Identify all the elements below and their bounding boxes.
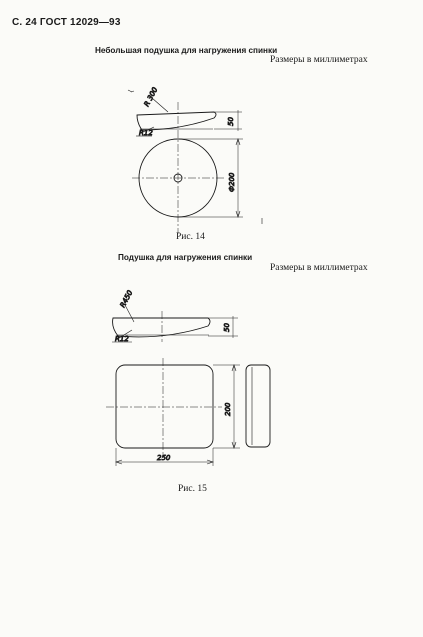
fig15-label-r450: R450 — [118, 289, 135, 309]
fig14-label-height: 50 — [227, 117, 235, 126]
fig15-label-r12: R12 — [115, 335, 129, 343]
page-header: С. 24 ГОСТ 12029—93 — [12, 17, 121, 28]
figure15-caption: Рис. 15 — [178, 484, 207, 494]
fig14-r300-leader — [152, 98, 168, 112]
fig14-label-r12: R12 — [139, 129, 153, 137]
figure14-caption: Рис. 14 — [176, 232, 205, 242]
fig14-label-diameter: Ф200 — [228, 172, 236, 192]
fig14-small-mark — [128, 90, 134, 92]
fig14-profile-outline — [137, 112, 216, 130]
fig15-side-view — [246, 365, 270, 447]
figure14-drawing — [128, 86, 262, 234]
fig15-plan-rect — [116, 365, 213, 448]
figure14-dimensions-note: Размеры в миллиметрах — [270, 55, 368, 65]
figure14-heading: Небольшая подушка для нагружения спинки — [95, 46, 278, 55]
fig15-label-width: 250 — [157, 454, 171, 462]
figure15-dimensions-note: Размеры в миллиметрах — [270, 263, 368, 273]
fig15-label-height-side: 200 — [224, 402, 232, 416]
figure15-drawing — [106, 289, 270, 466]
figure15-heading: Подушка для нагружения спинки — [118, 253, 253, 262]
fig15-label-height: 50 — [223, 323, 231, 332]
fig14-label-r300: R 300 — [142, 86, 160, 108]
